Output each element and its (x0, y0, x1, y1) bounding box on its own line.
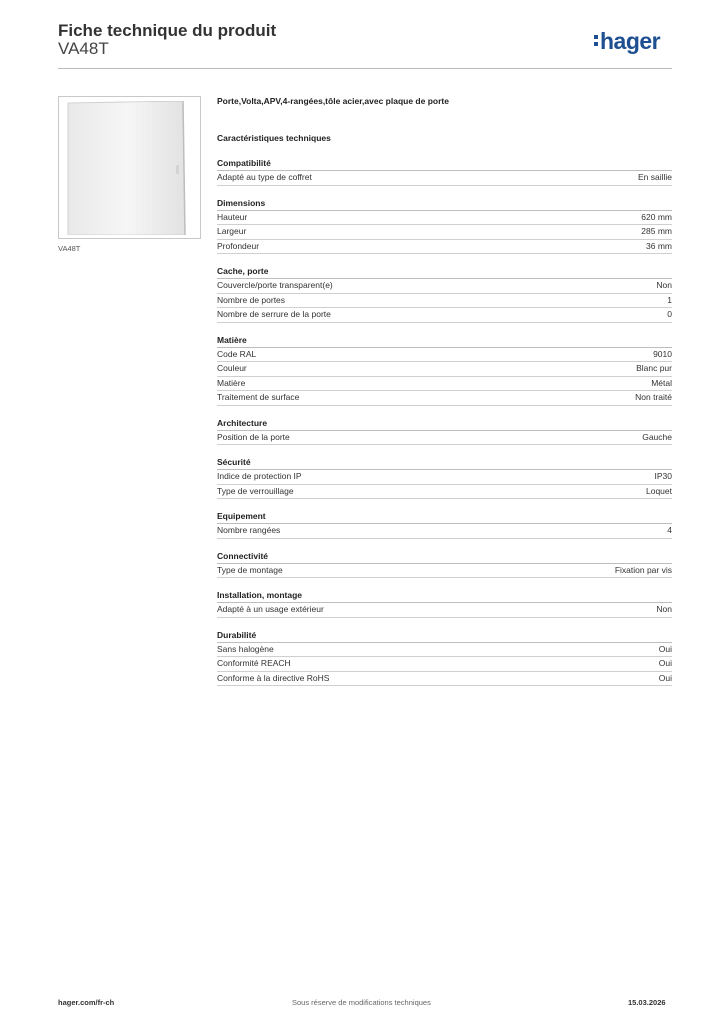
spec-value: Non (656, 280, 672, 290)
spec-value: Non traité (635, 392, 672, 402)
spec-row (217, 391, 672, 406)
spec-row (217, 171, 672, 186)
spec-value: 4 (667, 525, 672, 535)
spec-row (217, 308, 672, 323)
spec-row (217, 643, 672, 658)
section-title: Connectivité (217, 550, 672, 564)
spec-section (217, 265, 672, 323)
spec-label: Nombre de portes (217, 294, 286, 305)
product-image (58, 96, 201, 239)
spec-value: Non (656, 604, 672, 614)
spec-row (217, 348, 672, 363)
section-title: Installation, montage (217, 589, 672, 603)
spec-row (217, 485, 672, 500)
spec-row (217, 377, 672, 392)
spec-value: Oui (658, 643, 672, 654)
spec-value: 36 mm (646, 240, 672, 251)
section-title: Durabilité (217, 629, 672, 643)
spec-label: Conformité REACH (217, 658, 291, 668)
spec-label: Type de verrouillage (217, 485, 294, 496)
section-title: Matière (217, 334, 672, 348)
spec-value: Loquet (646, 485, 672, 496)
spec-label: Couvercle/porte transparent(e) (217, 280, 333, 290)
page-title: Fiche technique du produit (58, 21, 277, 40)
footer-notice: Sous réserve de modifications techniques (292, 998, 431, 1007)
hager-logo (594, 28, 660, 55)
spec-section (217, 456, 672, 499)
spec-label: Type de montage (217, 564, 283, 575)
spec-label: Matière (217, 377, 246, 388)
spec-label: Couleur (217, 363, 247, 373)
spec-row (217, 564, 672, 579)
spec-row (217, 470, 672, 485)
spec-row (217, 362, 672, 377)
spec-value: Oui (658, 672, 672, 683)
spec-label: Adapté à un usage extérieur (217, 604, 324, 614)
spec-row (217, 294, 672, 309)
spec-section (217, 510, 672, 539)
spec-value: IP30 (654, 471, 672, 481)
product-code: VA48T (58, 39, 109, 58)
spec-sections (217, 157, 672, 686)
footer-date: 15.03.2026 (628, 998, 666, 1007)
spec-value: 620 mm (641, 211, 672, 222)
spec-row (217, 240, 672, 255)
spec-section (217, 417, 672, 446)
spec-label: Profondeur (217, 240, 260, 251)
spec-value: 0 (667, 309, 672, 319)
spec-label: Traitement de surface (217, 392, 300, 402)
spec-label: Adapté au type de coffret (217, 172, 312, 182)
spec-section (217, 157, 672, 186)
spec-section (217, 589, 672, 618)
footer-website: hager.com/fr-ch (58, 998, 115, 1007)
spec-section (217, 629, 672, 687)
logo-dots-icon (594, 28, 599, 48)
spec-section (217, 334, 672, 406)
spec-row (217, 279, 672, 294)
spec-value: Fixation par vis (614, 564, 672, 575)
spec-value: 285 mm (641, 226, 672, 236)
spec-label: Position de la porte (217, 431, 290, 442)
header-divider (58, 68, 672, 69)
specs-heading: Caractéristiques techniques (217, 133, 331, 143)
spec-value: Blanc pur (636, 363, 672, 373)
specifications (217, 96, 672, 686)
spec-value: Gauche (642, 431, 672, 442)
spec-label: Code RAL (217, 348, 257, 359)
spec-value: Métal (651, 377, 672, 388)
spec-row (217, 211, 672, 226)
section-title: Cache, porte (217, 265, 672, 279)
spec-label: Nombre rangées (217, 525, 281, 535)
spec-section (217, 550, 672, 579)
spec-row (217, 603, 672, 618)
spec-section (217, 197, 672, 255)
section-title: Architecture (217, 417, 672, 431)
spec-row (217, 225, 672, 240)
spec-label: Sans halogène (217, 643, 274, 654)
spec-value: 9010 (653, 348, 672, 359)
spec-row (217, 657, 672, 672)
logo-text: hager (600, 28, 661, 54)
spec-row (217, 524, 672, 539)
section-title: Sécurité (217, 456, 672, 470)
door-panel-icon (65, 101, 192, 235)
spec-row (217, 672, 672, 687)
spec-label: Conforme à la directive RoHS (217, 672, 330, 683)
section-title: Compatibilité (217, 157, 672, 171)
spec-value: 1 (667, 294, 672, 305)
section-title: Dimensions (217, 197, 672, 211)
product-description: Porte,Volta,APV,4-rangées,tôle acier,avec plaque de porte (217, 96, 449, 106)
spec-value: En saillie (637, 172, 672, 182)
image-caption: VA48T (58, 244, 81, 253)
spec-label: Hauteur (217, 211, 248, 222)
spec-label: Nombre de serrure de la porte (217, 309, 331, 319)
section-title: Equipement (217, 510, 672, 524)
spec-row (217, 431, 672, 446)
spec-label: Largeur (217, 226, 247, 236)
spec-value: Oui (658, 658, 672, 668)
spec-label: Indice de protection IP (217, 471, 302, 481)
